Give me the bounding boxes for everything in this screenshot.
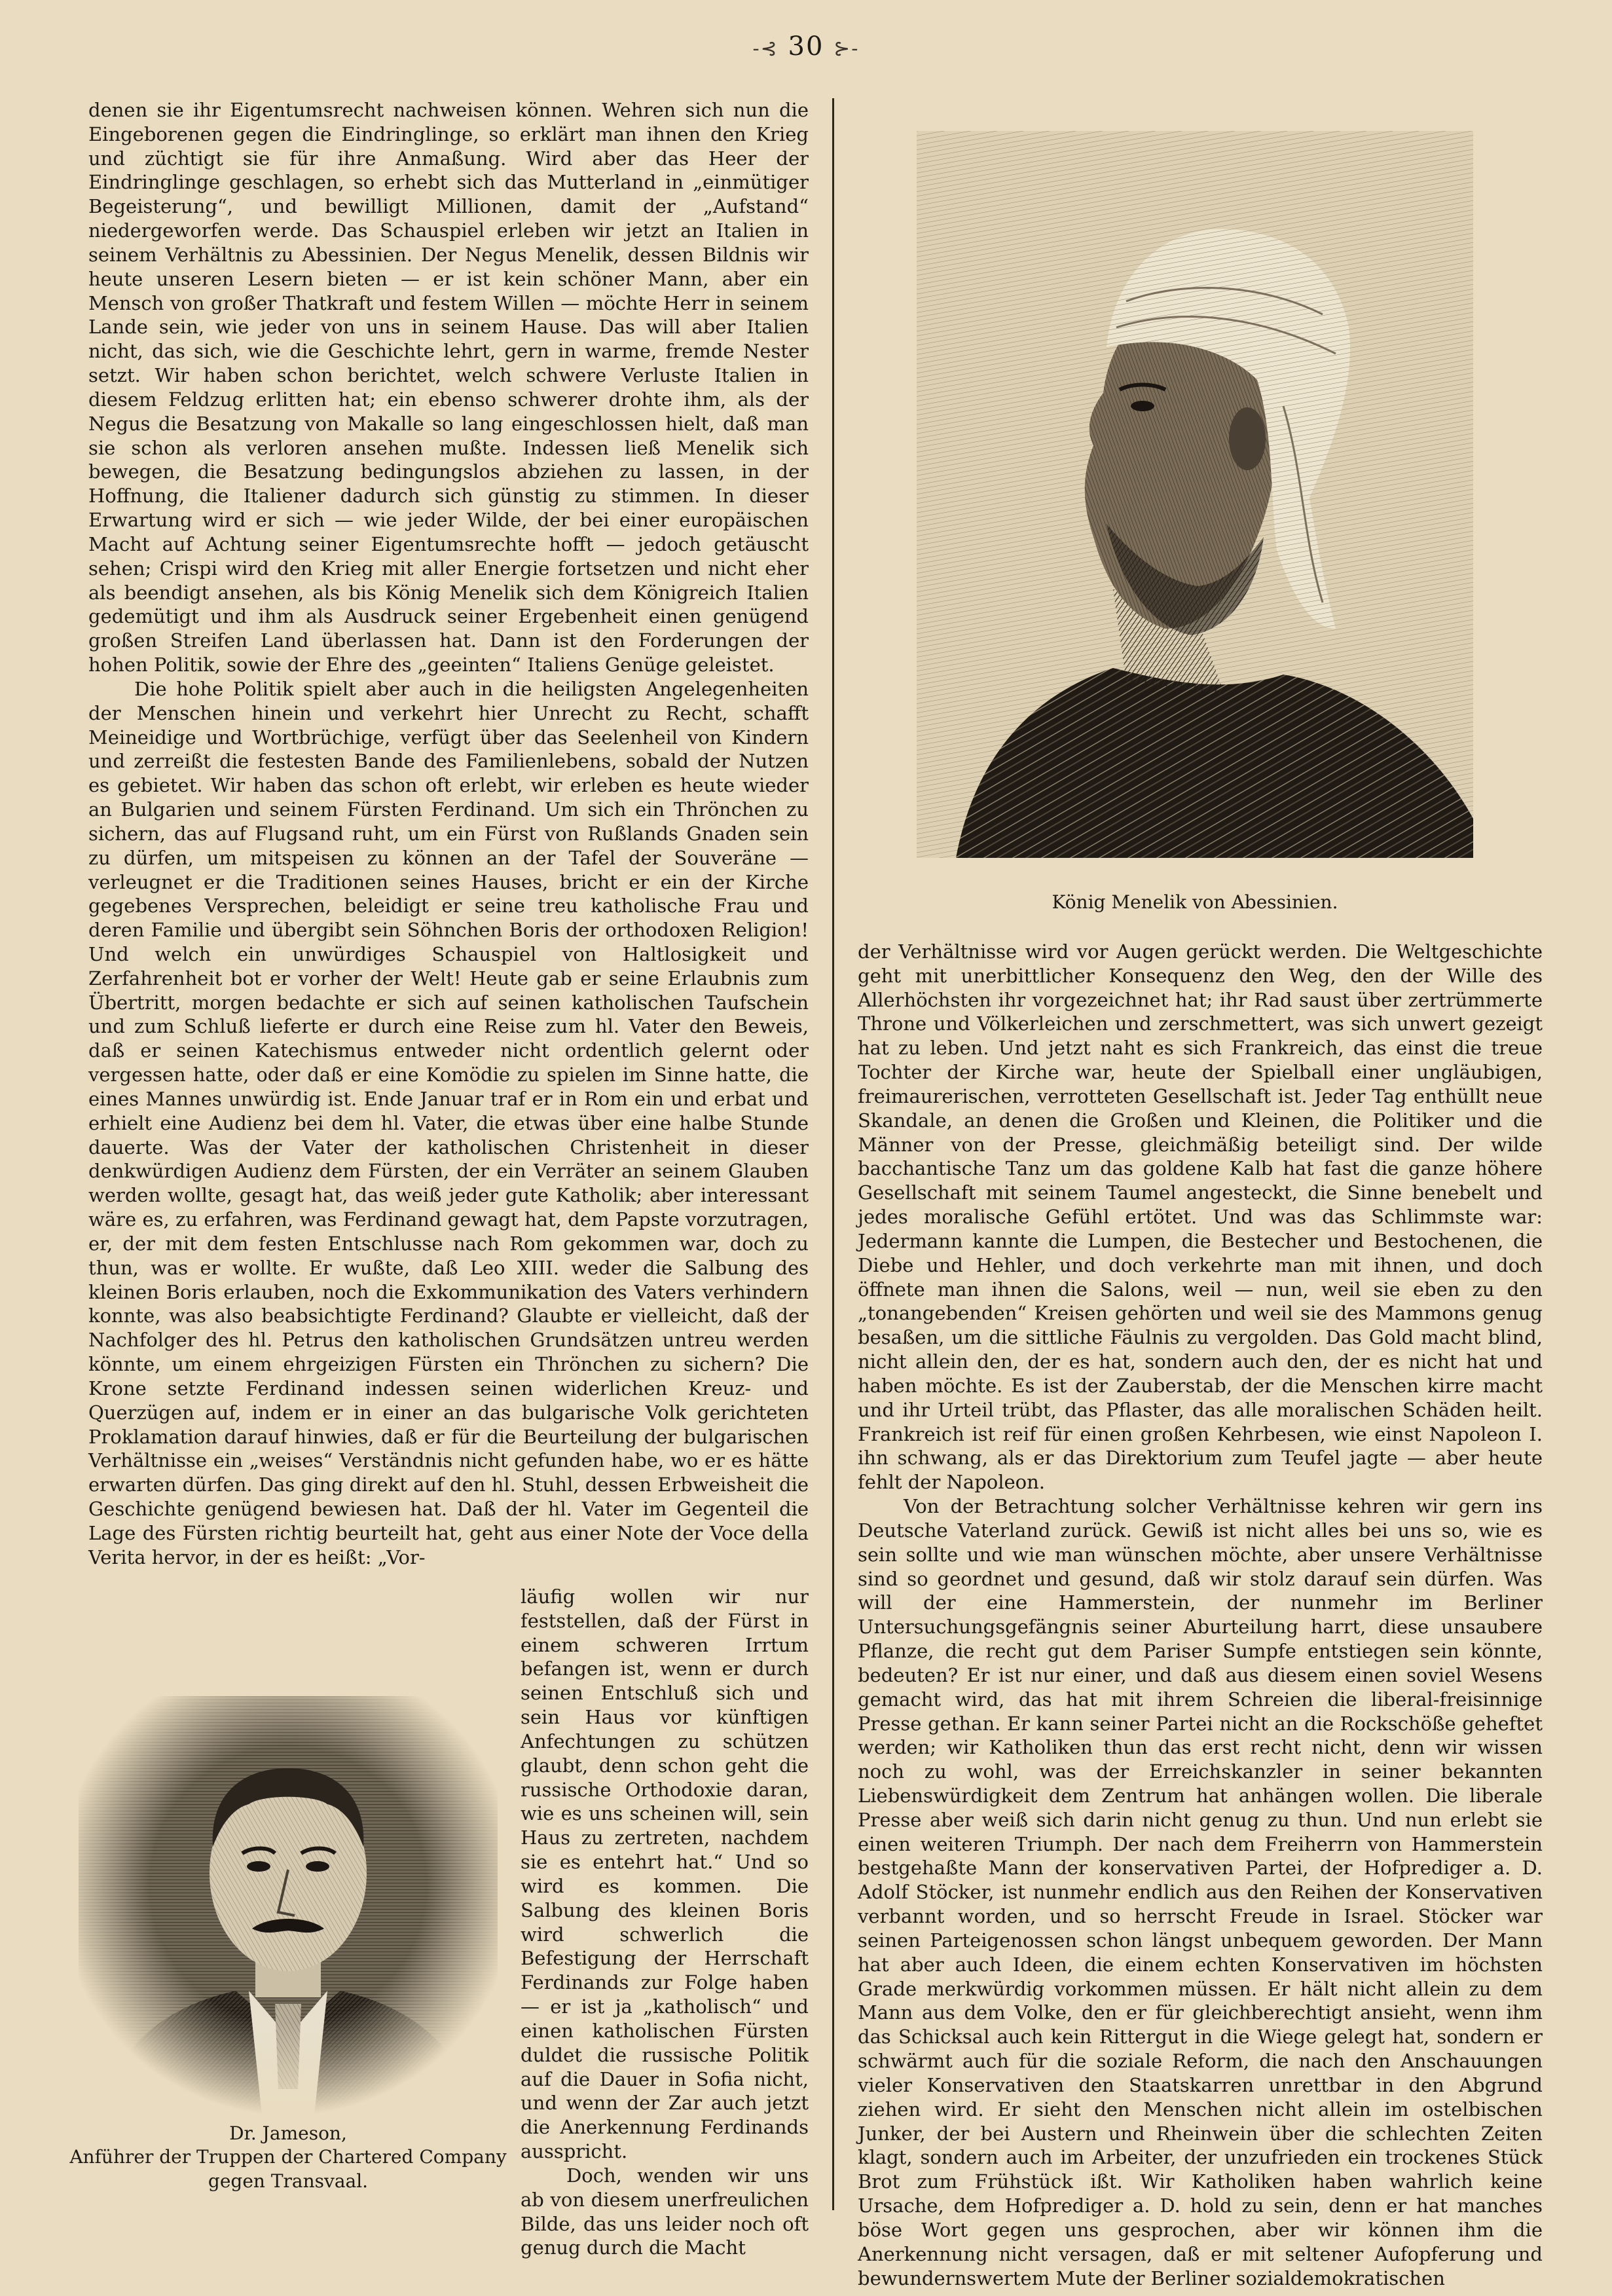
menelik-portrait-engraving [917,131,1473,858]
menelik-caption: König Menelik von Abessinien. [1052,891,1338,913]
page-number: 30 [788,31,824,62]
left-narrow-paragraph-1: läufig wollen wir nur feststellen, daß der Fürst in einem schweren Irrtum befangen ist, wenn er durch seinen Entschluß sich und sein Haus vor künftigen Anfechtungen zu schützen glaubt, denn schon geht die russische Orthodoxie daran, wie es uns scheinen will, sein Haus zu zertreten, nachdem sie es entehrt hat.“ Und so wird es kommen. Die Salbung des kleinen Boris wird schwerlich die Befestigung der Herrschaft Ferdinands zur Folge haben — er ist ja „katholisch“ und einen katholischen Fürsten duldet die russische Politik auf die Dauer in Sofia nicht, und wenn der Zar auch jetzt die Anerkennung Ferdinands ausspricht. [521,1585,809,2163]
ornament-right: ⊱- [833,37,860,60]
menelik-portrait-svg [917,131,1473,858]
left-paragraph-2: Die hohe Politik spielt aber auch in die heiligsten Angelegenheiten der Menschen hinein und verkehrt hier Unrecht zu Recht, schafft Meineidige und Wortbrüchige, verfügt über das Seelenheil von Kindern und zerreißt die festesten Bande des Familienlebens, sobald der Nutzen es gebietet. Wir haben das schon oft erlebt, wir erleben es heute wieder an Bulgarien und seinem Fürsten Ferdinand. Um sich ein Thrönchen zu sichern, das auf Flugsand ruht, um ein Fürst von Rußlands Gnaden sein zu dürfen, um mitspeisen zu können an der Tafel der Souveräne — verleugnet er die Traditionen seines Hauses, bricht er ein der Kirche gegebenes Versprechen, beleidigt er seine treu katholische Frau und deren Familie und übergibt sein Söhnchen Boris der orthodoxen Religion! Und welch ein unwürdiges Schauspiel von Haltlosigkeit und Zerfahrenheit bot er vorher der Welt! Heute gab er seine Erlaubnis zum Übertritt, morgen bedachte er sich auf seinen katholischen Taufschein und zum Schluß lieferte er durch eine Reise zum hl. Vater den Beweis, daß er seinen Katechismus entweder nicht ordentlich gelernt oder vergessen hatte, oder daß er eine Komödie zu spielen im Sinne hatte, die eines Mannes unwürdig ist. Ende Januar traf er in Rom ein und erbat und erhielt eine Audienz bei dem hl. Vater, die etwas über eine halbe Stunde dauerte. Was der Vater der katholischen Christenheit in dieser denkwürdigen Audienz dem Fürsten, der ein Verräter an seinem Glauben werden wollte, gesagt hat, das weiß jeder gute Katholik; aber interessant wäre es, zu erfahren, was Ferdinand gewagt hat, dem Papste vorzutragen, er, der mit dem festen Entschlusse nach Rom gekommen war, doch zu thun, was er wollte. Er wußte, daß Leo XIII. weder die Salbung des kleinen Boris erlauben, noch die Exkommunikation des Vaters verhindern konnte, was also beabsichtigte Ferdinand? Glaubte er vielleicht, daß der Nachfolger des hl. Petrus den katholischen Grundsätzen untreu werden könnte, um einem ehrgeizigen Fürsten ein Thrönchen zu sichern? Die Krone setzte Ferdinand indessen seinen widerlichen Kreuz- und Querzügen auf, indem er in einer an das bulgarische Volk gerichteten Proklamation darauf hinwies, daß er für die Beurteilung der bulgarischen Verhältnisse ein „weises“ Verständnis nicht gefunden habe, wo er es hätte erwarten dürfen. Das ging direkt auf den hl. Stuhl, dessen Erbweisheit die Geschichte genügend bewiesen hat. Daß der hl. Vater im Gegenteil die Lage des Fürsten richtig beurteilt hat, geht aus einer Note der Voce della Verita hervor, in der es heißt: „Vor- [88,677,809,1568]
right-paragraph-1: der Verhältnisse wird vor Augen gerückt werden. Die Weltgeschichte geht mit unerbittlicher Konsequenz den Weg, den der Wille des Allerhöchsten ihr vorgezeichnet hat; ihr Rad saust über zertrümmerte Throne und Völkerleichen und zerschmettert, was sich unwert gezeigt hat zu leben. Und jetzt naht es sich Frankreich, das einst die treue Tochter der Kirche war, heute der Spielball einer ungläubigen, freimaurerischen, verrotteten Gesellschaft ist. Jeder Tag enthüllt neue Skandale, an denen die Großen und Kleinen, die Politiker und die Männer von der Presse, gleichmäßig beteiligt sind. Der wilde bacchantische Tanz um das goldene Kalb hat fast die ganze höhere Gesellschaft mit seinem Taumel angesteckt, die Sinne benebelt und jedes moralische Gefühl ertötet. Und was das Schlimmste war: Jedermann kannte die Lumpen, die Bestecher und Bestochenen, die Diebe und Hehler, und doch verkehrte man mit ihnen, und doch öffnete man ihnen die Salons, weil — nun, weil sie eben zu den „tonangebenden“ Kreisen gehörten und weil sie des Mammons genug besaßen, um die sittliche Fäulnis zu vergolden. Das Gold macht blind, nicht allein den, der es hat, sondern auch den, der es nicht hat und haben möchte. Es ist der Zauberstab, der die Menschen kirre macht und ihr Urteil trübt, das Pflaster, das alle moralischen Schäden heilt. Frankreich ist reif für einen großen Kehrbesen, wie einst Napoleon I. ihn schwang, als er das Direktorium zum Teufel jagte — aber heute fehlt der Napoleon. [858,940,1543,1494]
right-column-text [858,940,1543,2290]
jameson-caption-line3: gegen Transvaal. [208,2170,369,2192]
jameson-caption-line2: Anführer der Truppen der Chartered Company [69,2146,507,2168]
jameson-caption-name: Dr. Jameson, [229,2122,347,2144]
left-narrow-column-text [521,1585,809,2260]
page-number-header [0,31,1612,62]
left-narrow-paragraph-2: Doch, wenden wir uns ab von diesem unerfreulichen Bilde, das uns leider noch oft genug durch die Macht [521,2164,809,2259]
left-column-text [88,98,809,1570]
jameson-caption [65,2122,511,2193]
right-paragraph-2: Von der Betrachtung solcher Verhältnisse kehren wir gern ins Deutsche Vaterland zurück. Gewiß ist nicht alles bei uns so, wie es sein sollte und wie man wünschen möchte, aber unsere Verhältnisse sind so geordnet und gesund, daß wir stolz darauf sein dürfen. Was will der eine Hammerstein, der nunmehr im Berliner Untersuchungsgefängnis seiner Aburteilung harrt, diese unsaubere Pflanze, die recht gut dem Pariser Sumpfe entstiegen sein könnte, bedeuten? Er ist nur einer, und daß aus diesem einen soviel Wesens gemacht wird, das hat mit ihrem Schreien die liberal-freisinnige Presse gethan. Er kann seiner Partei nicht an die Rockschöße geheftet werden; wir Katholiken thun das erst recht nicht, denn wir wissen noch zu wohl, was der Erreichskanzler in seiner bekannten Liebenswürdigkeit dem Zentrum hat anhängen wollen. Die liberale Presse aber weiß sich darin nicht genug zu thun. Und nun erlebt sie einen weiteren Triumph. Der nach dem Freiherrn von Hammerstein bestgehaßte Mann der konservativen Partei, der Hofprediger a. D. Adolf Stöcker, ist nunmehr endlich aus den Reihen der Konservativen verbannt worden, und so herrscht Freude in Israel. Stöcker war seinen Parteigenossen schon längst unbequem geworden. Der Mann hat aber auch Ideen, die einem echten Konservativen im höchsten Grade merkwürdig vorkommen müssen. Er hält nicht allein zu dem Mann aus dem Volke, den er für gleichberechtigt ansieht, wenn ihm das Schicksal auch kein Rittergut in die Wiege gelegt hat, sondern er schwärmt auch für die soziale Reform, die nach den Anschauungen vieler Konservativen den Staatskarren unrettbar in den Abgrund ziehen wird. Er sieht den Menschen nicht allein im ostelbischen Junker, der bei Austern und Rheinwein über die schlechten Zeiten klagt, sondern auch im Arbeiter, der unzufrieden ein trockenes Stück Brot zum Frühstück ißt. Wir Katholiken haben wahrlich keine Ursache, dem Hofprediger a. D. hold zu sein, denn er hat manches böse Wort gegen uns gesprochen, aber wir können ihm die Anerkennung nicht versagen, daß er mit seltener Aufopferung und bewundernswertem Mute der Berliner sozialdemokratischen [858,1495,1543,2289]
jameson-portrait-svg [79,1696,498,2115]
jameson-portrait-engraving [79,1696,498,2115]
ornament-left: -⊰ [752,37,779,60]
left-paragraph-1: denen sie ihr Eigentumsrecht nachweisen können. Wehren sich nun die Eingeborenen gegen die Eindringlinge, so erklärt man ihnen den Krieg und züchtigt sie für ihre Anmaßung. Wird aber das Heer der Eindringlinge geschlagen, so erhebt sich das Mutterland in „einmütiger Begeisterung“, und bewilligt Millionen, damit der „Aufstand“ niedergeworfen werde. Das Schauspiel erleben wir jetzt an Italien in seinem Verhältnis zu Abessinien. Der Negus Menelik, dessen Bildnis wir heute unseren Lesern bieten — er ist kein schöner Mann, aber ein Mensch von großer Thatkraft und festem Willen — möchte Herr in seinem Lande sein, wie jeder von uns in seinem Hause. Das will aber Italien nicht, das sich, wie die Geschichte lehrt, gern in warme, fremde Nester setzt. Wir haben schon berichtet, welch schwere Verluste Italien in diesem Feldzug erlitten hat; ein ebenso schwerer drohte ihm, als der Negus die Besatzung von Makalle so lang eingeschlossen hielt, daß man sie schon als verloren ansehen mußte. Indessen ließ Menelik sich bewegen, die Besatzung bedingungslos abziehen zu lassen, in der Hoffnung, die Italiener dadurch sich günstig zu stimmen. In dieser Erwartung wird er sich — wie jeder Wilde, der bei einer europäischen Macht auf Achtung seiner Eigentumsrechte hofft — jedoch getäuscht sehen; Crispi wird den Krieg mit aller Energie fortsetzen und nicht eher als beendigt ansehen, als bis König Menelik sich dem Königreich Italien gedemütigt und ihm als Ausdruck seiner Ergebenheit einen genügend großen Streifen Land überlassen hat. Dann ist den Forderungen der hohen Politik, sowie der Ehre des „geeinten“ Italiens Genüge geleistet. [88,99,809,676]
column-divider [832,98,834,2210]
